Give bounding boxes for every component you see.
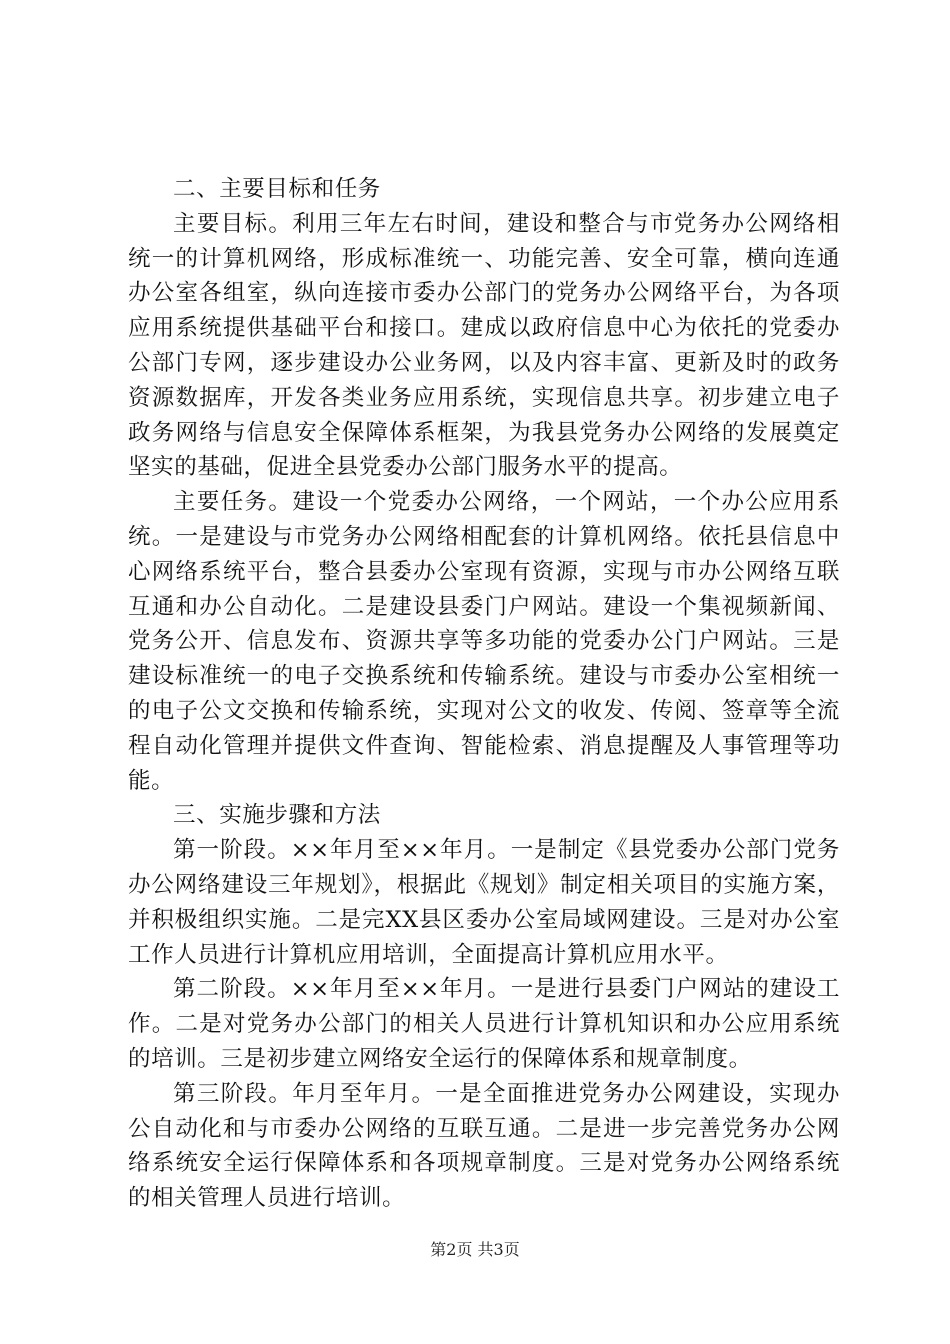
phase3-paragraph: 第三阶段。年月至年月。一是全面推进党务办公网建设，实现办公自动化和与市委办公网络的互联互通。二是进一步完善党务办公网络系统安全运行保障体系和各项规章制度。三是对党务办公网络系统的相关管理人员进行培训。 — [128, 1080, 840, 1212]
page-number-indicator: 第2页 共3页 — [430, 1240, 520, 1259]
document-body — [128, 172, 840, 1216]
task-paragraph: 主要任务。建设一个党委办公网络，一个网站，一个办公应用系统。一是建设与市党务办公网络相配套的计算机网络。依托县信息中心网络系统平台，整合县委办公室现有资源，实现与市办公网络互联互通和办公自动化。二是建设县委门户网站。建设一个集视频新闻、党务公开、信息发布、资源共享等多功能的党委办公门户网站。三是建设标准统一的电子交换系统和传输系统。建设与市委办公室相统一的电子公文交换和传输系统，实现对公文的收发、传阅、签章等全流程自动化管理并提供文件查询、智能检索、消息提醒及人事管理等功能。 — [128, 489, 840, 794]
goal-paragraph: 主要目标。利用三年左右时间，建设和整合与市党务办公网络相统一的计算机网络，形成标准统一、功能完善、安全可靠，横向连通办公室各组室，纵向连接市委办公部门的党务办公网络平台，为各项应用系统提供基础平台和接口。建成以政府信息中心为依托的党委办公部门专网，逐步建设办公业务网，以及内容丰富、更新及时的政务资源数据库，开发各类业务应用系统，实现信息共享。初步建立电子政务网络与信息安全保障体系框架，为我县党务办公网络的发展奠定坚实的基础，促进全县党委办公部门服务水平的提高。 — [128, 210, 840, 481]
phase1-paragraph: 第一阶段。××年月至××年月。一是制定《县党委办公部门党务办公网络建设三年规划》，根据此《规划》制定相关项目的实施方案，并积极组织实施。二是完XX县区委办公室局域网建设。三是对办公室工作人员进行计算机应用培训，全面提高计算机应用水平。 — [128, 837, 840, 968]
section-heading-goals-tasks: 二、主要目标和任务 — [173, 176, 381, 202]
phase2-paragraph: 第二阶段。××年月至××年月。一是进行县委门户网站的建设工作。二是对党务办公部门的相关人员进行计算机知识和办公应用系统的培训。三是初步建立网络安全运行的保障体系和规章制度。 — [128, 976, 840, 1072]
page-footer — [0, 1240, 950, 1260]
section-heading-steps-methods: 三、实施步骤和方法 — [173, 802, 381, 829]
